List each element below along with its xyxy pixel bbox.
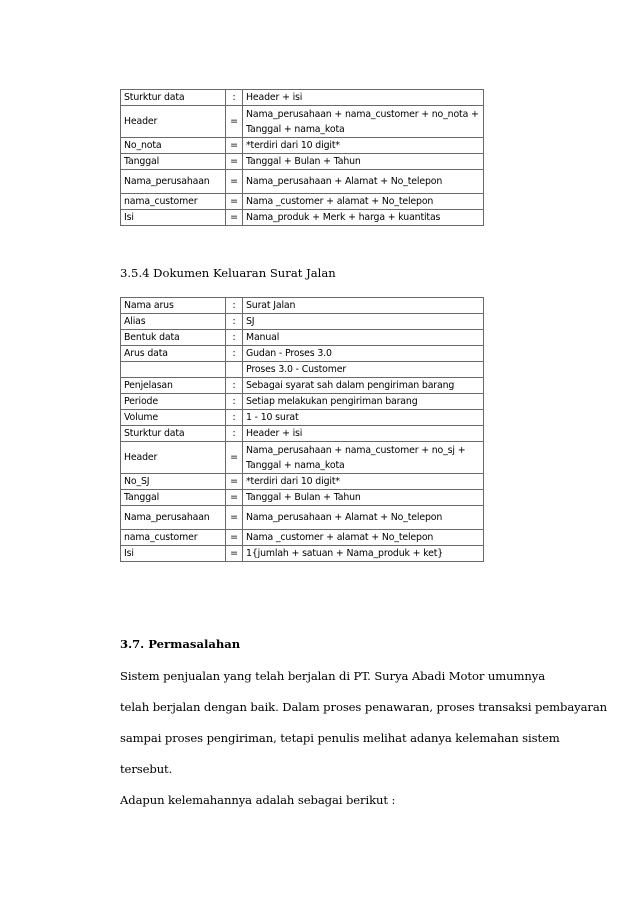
row-separator: : [226,378,243,394]
row-value: Nama _customer + alamat + No_telepon [243,530,484,546]
row-separator: = [226,506,243,530]
row-value: Header + isi [243,90,484,106]
row-separator: : [226,426,243,442]
row-value: Nama_perusahaan + nama_customer + no_nota + Tanggal + nama_kota [243,106,484,138]
table-row [121,346,484,362]
row-value: Nama_perusahaan + nama_customer + no_sj + Tanggal + nama_kota [243,442,484,474]
row-separator: = [226,138,243,154]
row-separator: : [226,410,243,426]
row-value: Tanggal + Bulan + Tahun [243,154,484,170]
row-separator: = [226,530,243,546]
row-separator: = [226,194,243,210]
row-separator: : [226,298,243,314]
row-value: Gudan - Proses 3.0 [243,346,484,362]
row-label: Nama_perusahaan [121,506,226,530]
row-separator: = [226,474,243,490]
row-separator: = [226,106,243,138]
table-row [121,506,484,530]
paragraph-line: telah berjalan dengan baik. Dalam proses penawaran, proses transaksi pembayaran [120,700,608,714]
row-label: Alias [121,314,226,330]
table-row [121,106,484,138]
row-label: Bentuk data [121,330,226,346]
data-structure-table-nota [120,89,484,226]
row-label: nama_customer [121,194,226,210]
table-row [121,546,484,562]
table-row [121,362,484,378]
paragraph-line: Adapun kelemahannya adalah sebagai berikut : [120,793,396,807]
row-label: Periode [121,394,226,410]
row-value: Manual [243,330,484,346]
table-row [121,474,484,490]
row-label: Isi [121,210,226,226]
row-label: Tanggal [121,490,226,506]
table-row [121,426,484,442]
table-row [121,378,484,394]
table-row [121,442,484,474]
row-separator: : [226,346,243,362]
row-separator: = [226,170,243,194]
row-value: Tanggal + Bulan + Tahun [243,490,484,506]
row-separator: : [226,314,243,330]
paragraph-line: sampai proses pengiriman, tetapi penulis melihat adanya kelemahan sistem [120,731,560,745]
row-label: Arus data [121,346,226,362]
row-value: *terdiri dari 10 digit* [243,474,484,490]
table-row [121,138,484,154]
row-value: Nama_produk + Merk + harga + kuantitas [243,210,484,226]
row-value: Header + isi [243,426,484,442]
paragraph-line: tersebut. [120,762,173,776]
row-label: Tanggal [121,154,226,170]
row-label: Nama arus [121,298,226,314]
table-row [121,194,484,210]
section-heading-surat-jalan: 3.5.4 Dokumen Keluaran Surat Jalan [120,266,336,280]
row-separator [226,362,243,378]
table-row [121,530,484,546]
row-label: Sturktur data [121,90,226,106]
table-row [121,394,484,410]
table-row [121,314,484,330]
row-value: Surat Jalan [243,298,484,314]
row-separator: = [226,490,243,506]
row-separator: = [226,442,243,474]
section-heading-permasalahan: 3.7. Permasalahan [120,637,241,651]
row-label: Header [121,106,226,138]
row-separator: = [226,210,243,226]
row-value: Nama _customer + alamat + No_telepon [243,194,484,210]
row-label: Sturktur data [121,426,226,442]
row-label: Isi [121,546,226,562]
table-row [121,410,484,426]
table-row [121,298,484,314]
table-row [121,330,484,346]
row-value: Nama_perusahaan + Alamat + No_telepon [243,170,484,194]
row-separator: : [226,330,243,346]
row-value: *terdiri dari 10 digit* [243,138,484,154]
data-flow-table-surat-jalan [120,297,484,562]
row-separator: = [226,154,243,170]
row-label: Penjelasan [121,378,226,394]
row-separator: : [226,90,243,106]
row-value: Sebagai syarat sah dalam pengiriman barang [243,378,484,394]
table-row [121,210,484,226]
table-row [121,154,484,170]
row-value: SJ [243,314,484,330]
row-label: Header [121,442,226,474]
row-value: Nama_perusahaan + Alamat + No_telepon [243,506,484,530]
row-label: Volume [121,410,226,426]
row-separator: : [226,394,243,410]
row-label: No_nota [121,138,226,154]
table-row [121,490,484,506]
paragraph-line: Sistem penjualan yang telah berjalan di PT. Surya Abadi Motor umumnya [120,669,546,683]
row-value: 1{jumlah + satuan + Nama_produk + ket} [243,546,484,562]
table-row [121,90,484,106]
row-label: Nama_perusahaan [121,170,226,194]
row-value: 1 - 10 surat [243,410,484,426]
row-value: Proses 3.0 - Customer [243,362,484,378]
row-label: No_SJ [121,474,226,490]
row-label [121,362,226,378]
row-separator: = [226,546,243,562]
row-value: Setiap melakukan pengiriman barang [243,394,484,410]
table-row [121,170,484,194]
row-label: nama_customer [121,530,226,546]
